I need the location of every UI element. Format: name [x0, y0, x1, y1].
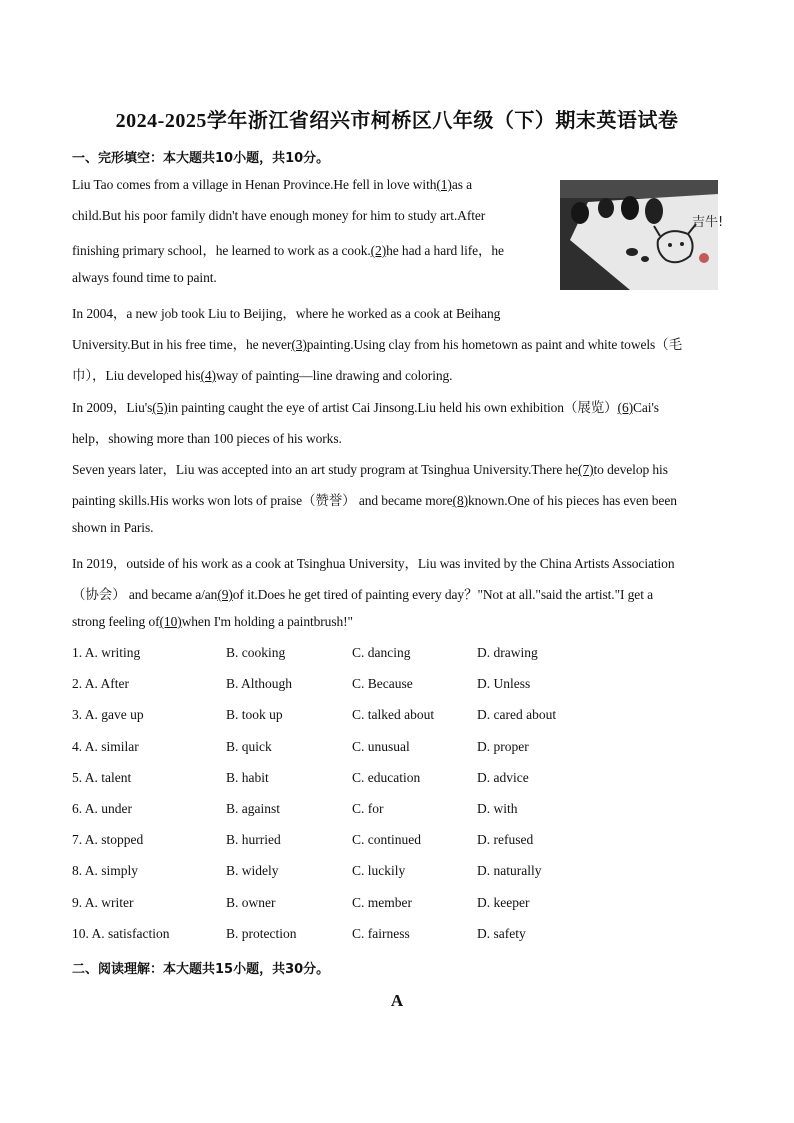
option-3-D[interactable]: D. cared about: [477, 707, 557, 723]
option-3-A[interactable]: 3. A. gave up: [72, 707, 144, 723]
photo-caption: 吉牛!: [692, 215, 724, 230]
option-4-C[interactable]: C. unusual: [352, 738, 410, 754]
passage-line: Seven years later，Liu was accepted into an art study program at Tsinghua University.There he(7)to develop his: [72, 462, 668, 477]
passage-line: always found time to paint.: [72, 270, 217, 285]
option-8-C[interactable]: C. luckily: [352, 863, 406, 879]
section-heading-cloze: 一、完形填空：本大题共10小题，共10分。: [72, 151, 330, 166]
blank-2[interactable]: (2): [370, 243, 387, 258]
option-5-D[interactable]: D. advice: [477, 769, 529, 785]
option-5-B[interactable]: B. habit: [226, 769, 269, 785]
option-6-B[interactable]: B. against: [226, 801, 280, 816]
blank-4[interactable]: (4): [200, 368, 216, 383]
option-7-C[interactable]: C. continued: [352, 832, 421, 848]
exam-title: 2024-2025学年浙江省绍兴市柯桥区八年级（下）期末英语试卷: [115, 110, 679, 132]
option-9-A[interactable]: 9. A. writer: [72, 894, 134, 910]
option-1-D[interactable]: D. drawing: [477, 645, 538, 660]
option-3-B[interactable]: B. took up: [226, 707, 283, 723]
option-2-C[interactable]: C. Because: [352, 676, 413, 692]
blank-1[interactable]: (1): [436, 177, 452, 192]
passage-line: shown in Paris.: [72, 520, 154, 535]
passage-line: In 2004，a new job took Liu to Beijing，where he worked as a cook at Beihang: [72, 306, 501, 321]
option-7-B[interactable]: B. hurried: [226, 832, 281, 848]
blank-10[interactable]: (10): [159, 614, 182, 629]
option-9-C[interactable]: C. member: [352, 894, 412, 910]
option-7-D[interactable]: D. refused: [477, 832, 534, 848]
blank-5[interactable]: (5): [152, 400, 168, 415]
blank-3[interactable]: (3): [291, 337, 307, 352]
blank-9[interactable]: (9): [217, 587, 233, 602]
option-1-B[interactable]: B. cooking: [226, 645, 286, 660]
option-10-A[interactable]: 10. A. satisfaction: [72, 925, 170, 941]
option-2-A[interactable]: 2. A. After: [72, 676, 129, 692]
painting-photo-graphic: [560, 180, 724, 290]
passage-line: Liu Tao comes from a village in Henan Province.He fell in love with(1)as a: [72, 177, 473, 192]
option-2-B[interactable]: B. Although: [226, 676, 293, 692]
blank-8[interactable]: (8): [452, 493, 468, 508]
option-1-A[interactable]: 1. A. writing: [72, 645, 141, 660]
part-label: A: [390, 991, 404, 1010]
passage-line: finishing primary school，he learned to work as a cook.(2)he had a hard life，he: [72, 243, 504, 258]
option-6-A[interactable]: 6. A. under: [72, 801, 132, 816]
option-3-C[interactable]: C. talked about: [352, 707, 435, 723]
option-6-D[interactable]: D. with: [477, 801, 518, 816]
passage-line: strong feeling of(10)when I'm holding a paintbrush!": [72, 614, 353, 629]
blank-7[interactable]: (7): [578, 462, 594, 477]
passage-line: In 2009，Liu's(5)in painting caught the eye of artist Cai Jinsong.Liu held his own exhibition（展览）(6)Cai's: [72, 400, 659, 415]
painting-photo: [560, 180, 724, 290]
option-8-D[interactable]: D. naturally: [477, 863, 542, 879]
passage-line: （协会） and became a/an(9)of it.Does he get tired of painting every day？"Not at all."said the artist."I get a: [72, 587, 654, 602]
option-10-C[interactable]: C. fairness: [352, 925, 410, 941]
option-10-B[interactable]: B. protection: [226, 925, 297, 941]
option-4-A[interactable]: 4. A. similar: [72, 738, 139, 754]
option-2-D[interactable]: D. Unless: [477, 676, 531, 692]
option-6-C[interactable]: C. for: [352, 801, 384, 816]
option-8-B[interactable]: B. widely: [226, 863, 279, 879]
passage-line: University.But in his free time，he never(3)painting.Using clay from his hometown as paint and white towels（毛: [72, 337, 682, 352]
option-10-D[interactable]: D. safety: [477, 925, 526, 941]
passage-line: child.But his poor family didn't have enough money for him to study art.After: [72, 208, 486, 223]
option-4-D[interactable]: D. proper: [477, 738, 529, 754]
option-5-A[interactable]: 5. A. talent: [72, 769, 132, 785]
option-1-C[interactable]: C. dancing: [352, 645, 411, 660]
section-heading-reading: 二、阅读理解：本大题共15小题，共30分。: [72, 962, 330, 977]
option-4-B[interactable]: B. quick: [226, 738, 272, 754]
passage-line: painting skills.His works won lots of praise（赞誉） and became more(8)known.One of his pieces has even been: [72, 493, 677, 508]
passage-line: help，showing more than 100 pieces of his works.: [72, 431, 342, 446]
option-8-A[interactable]: 8. A. simply: [72, 863, 139, 879]
option-5-C[interactable]: C. education: [352, 769, 421, 785]
passage-line: In 2019，outside of his work as a cook at Tsinghua University，Liu was invited by the China Artists Association: [72, 556, 675, 571]
passage-line: 巾），Liu developed his(4)way of painting—line drawing and coloring.: [72, 368, 453, 383]
option-9-D[interactable]: D. keeper: [477, 894, 530, 910]
option-9-B[interactable]: B. owner: [226, 894, 276, 910]
blank-6[interactable]: (6): [617, 400, 633, 415]
option-7-A[interactable]: 7. A. stopped: [72, 832, 144, 848]
